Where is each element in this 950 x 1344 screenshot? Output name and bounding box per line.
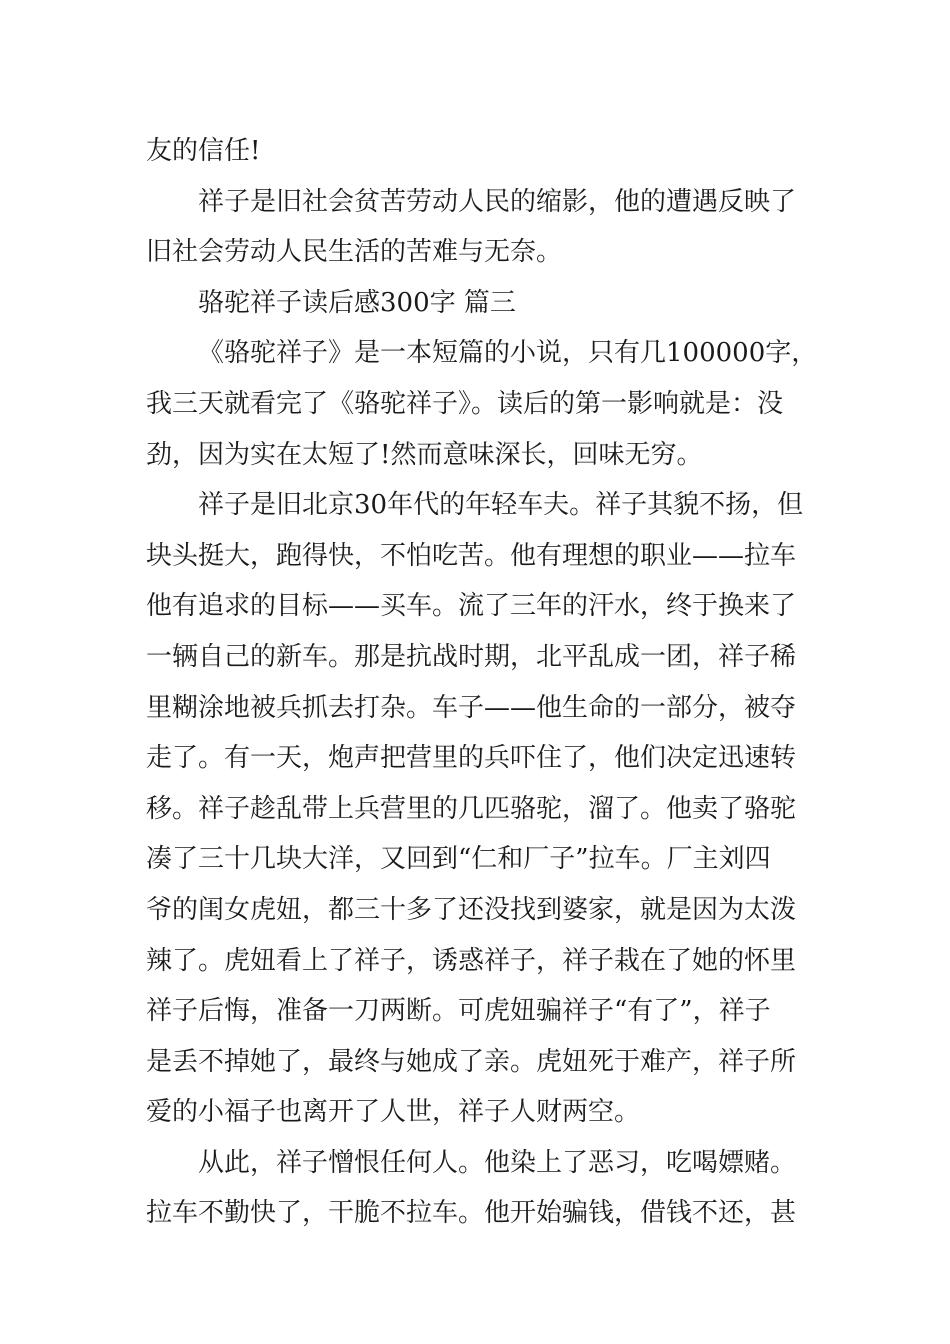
text-line: 凑了三十几块大洋，又回到“仁和厂子”拉车。厂主刘四 [146,844,771,875]
section-heading: 骆驼祥子读后感300字 篇三 [198,287,516,318]
text-line: 《骆驼祥子》是一本短篇的小说，只有几100000字， [198,338,818,369]
text-line: 走了。有一天，炮声把营里的兵吓住了，他们决定迅速转 [146,743,797,774]
text-line: 旧社会劳动人民生活的苦难与无奈。 [146,237,563,268]
text-line: 辣了。虎妞看上了祥子，诱惑祥子，祥子栽在了她的怀里 [146,945,797,976]
text-line: 一辆自己的新车。那是抗战时期，北平乱成一团，祥子稀 [146,641,797,672]
text-line: 他有追求的目标——买车。流了三年的汗水，终于换来了 [146,591,797,622]
body-text [146,126,818,1239]
text-line: 劲，因为实在太短了!然而意味深长，回味无穷。 [146,439,703,470]
text-line: 移。祥子趁乱带上兵营里的几匹骆驼，溜了。他卖了骆驼 [146,793,797,824]
text-line: 里糊涂地被兵抓去打杂。车子——他生命的一部分，被夺 [146,692,797,723]
text-line: 祥子是旧社会贫苦劳动人民的缩影，他的遭遇反映了 [198,186,797,217]
text-line: 我三天就看完了《骆驼祥子》。读后的第一影响就是：没 [146,388,784,419]
text-line: 爱的小福子也离开了人世，祥子人财两空。 [146,1097,641,1128]
text-line: 祥子是旧北京30年代的年轻车夫。祥子其貌不扬，但 [198,490,804,521]
text-line: 从此，祥子憎恨任何人。他染上了恶习，吃喝嫖赌。 [198,1147,797,1178]
text-line: 是丢不掉她了，最终与她成了亲。虎妞死于难产，祥子所 [146,1046,797,1077]
text-line: 友的信任! [146,136,261,166]
text-line: 祥子后悔，准备一刀两断。可虎妞骗祥子“有了”，祥子 [146,996,771,1027]
text-line: 拉车不勤快了，干脆不拉车。他开始骗钱，借钱不还，甚 [146,1198,797,1229]
text-line: 块头挺大，跑得快，不怕吃苦。他有理想的职业——拉车 [146,540,797,571]
text-line: 爷的闺女虎妞，都三十多了还没找到婆家，就是因为太泼 [146,894,797,925]
